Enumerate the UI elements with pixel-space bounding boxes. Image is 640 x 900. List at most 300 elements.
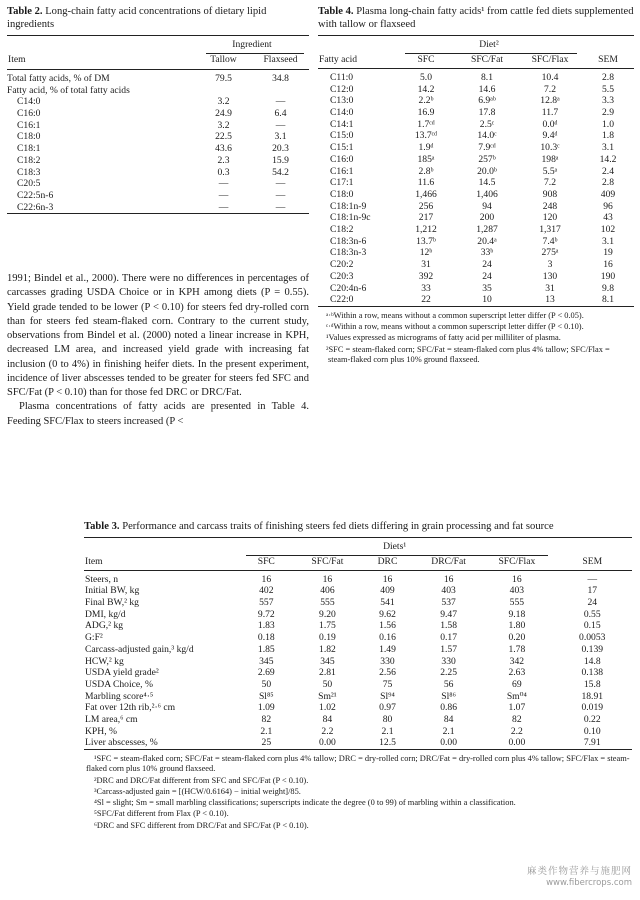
table4-footnotes [318, 311, 634, 365]
table2-cell-flax: — [275, 189, 286, 201]
table3-cell-value: 69 [512, 678, 522, 690]
table4-cell-value: 1.9ᵈ [418, 142, 434, 154]
table-row [7, 178, 309, 190]
table4-cell-value: 120 [542, 212, 558, 224]
table4-cell-value: 14.2 [417, 83, 435, 95]
table4-cell-value: 1,406 [476, 188, 498, 200]
table4-cell-value: 10.4 [541, 71, 559, 83]
table3-cell-value: 2.25 [440, 667, 457, 679]
table3-footnote: ⁵SFC/Fat different from Flax (P < 0.10). [94, 809, 229, 819]
table2-cell-item: C20:5 [17, 178, 41, 190]
table-row [84, 656, 632, 668]
table4-cell-value: 94 [482, 200, 492, 212]
table3-grid [84, 538, 632, 750]
table3-cell-value: 84 [443, 714, 454, 726]
table4-cell-fatty-acid: C17:1 [330, 177, 354, 189]
table3-cell-value: 0.19 [319, 632, 336, 644]
table4-cell-fatty-acid: C13:0 [330, 95, 354, 107]
table4-cell-value: 24 [482, 259, 492, 271]
table-row [7, 143, 309, 155]
table-row [318, 142, 634, 154]
table4-cell-value: 3.1 [602, 235, 614, 247]
table3-cell-value: 2.69 [257, 667, 275, 679]
table2-cell-item: Fatty acid, % of total fatty acids [7, 84, 130, 96]
table2-cell-tallow: 0.3 [217, 166, 230, 178]
table-row [318, 283, 634, 295]
table3-cell-item: Steers, n [85, 573, 119, 585]
table3-cell-item: G:F² [85, 632, 103, 644]
table3-footnote: ⁴Sl = slight; Sm = small marbling classifications; superscripts indicate the degree (0 to 99) of marbling within a classification. [94, 798, 516, 808]
table-row [84, 597, 632, 609]
table2-cell-item: C18:3 [17, 166, 41, 178]
table3-cell-value: 2.1 [442, 725, 455, 737]
table-row [84, 585, 632, 597]
table4-cell-value: 20.0ᵇ [477, 165, 497, 177]
table4-title: Plasma long-chain fatty acids¹ from cattle fed diets supplemented with tallow or flaxseed [318, 6, 634, 31]
table4-col-header: Fatty acid [319, 54, 358, 66]
table3-cell-value: 2.1 [381, 725, 394, 737]
table4-cell-value: 392 [418, 270, 434, 282]
table3-cell-item: USDA yield grade² [85, 667, 159, 679]
table3-cell-value: 345 [320, 655, 335, 667]
table-row [7, 190, 309, 202]
table-row [84, 726, 632, 738]
table-row [318, 259, 634, 271]
table2-cell-flax: 20.3 [272, 143, 289, 155]
table3-cell-value: 555 [509, 597, 525, 609]
table3-cell-value: 2.2 [510, 725, 523, 737]
table4-cell-value: 13.7ᵇ [416, 235, 436, 247]
table4-cell-value: 1.8 [602, 130, 614, 142]
table3-cell-value: 16 [443, 573, 454, 585]
table4-cell-value: 17.8 [478, 106, 496, 118]
table4-cell-value: 5.0 [420, 71, 432, 83]
table3-cell-value: 2.2 [321, 725, 334, 737]
watermark [527, 866, 632, 888]
table3-cell-value: 0.18 [257, 632, 275, 644]
table-row [7, 131, 309, 143]
table4-cell-value: 1,317 [539, 224, 561, 236]
table2-cell-tallow: — [218, 201, 229, 213]
table4-cell-value: 5.5 [602, 83, 614, 95]
table-row [318, 212, 634, 224]
table-row [318, 95, 634, 107]
table2-cell-item: C16:1 [17, 119, 41, 131]
table4-cell-value: 0.0ᵈ [542, 118, 558, 130]
table4-cell-fatty-acid: C18:1n-9c [330, 212, 371, 224]
table3-cell-value: 17 [587, 585, 598, 597]
table-row [84, 691, 632, 703]
watermark-url: www.fibercrops.com [546, 877, 632, 888]
table-row [7, 108, 309, 120]
table2-cell-item: C18:0 [17, 131, 41, 143]
body-text [7, 272, 309, 429]
table3-cell-value: 0.22 [583, 714, 601, 726]
table4-cell-value: 14.0ᶜ [477, 130, 497, 142]
table-row [84, 574, 632, 586]
table-row [318, 166, 634, 178]
table2-cell-flax: 54.2 [272, 166, 289, 178]
table4-footnote: ᶜ·ᵈWithin a row, means without a common superscript letter differ (P < 0.10). [326, 322, 584, 332]
table-row [318, 224, 634, 236]
table3-footnote: ³Carcass-adjusted gain = [(HCW/0.6164) − initial weight]/85. [94, 786, 301, 796]
table4-cell-value: 190 [600, 270, 616, 282]
table-row [7, 73, 309, 85]
table4-cell-value: 2.2ᵇ [418, 95, 434, 107]
table3-cell-item: DMI, kg/d [85, 608, 126, 620]
table4-cell-value: 130 [542, 270, 558, 282]
table-row [84, 644, 632, 656]
table4-cell-value: 256 [418, 200, 434, 212]
table3-cell-value: 16 [322, 573, 333, 585]
table3-cell-value: 9.72 [257, 608, 275, 620]
watermark-chinese: 麻类作物营养与施肥网 [526, 866, 632, 877]
body-paragraph-1: 1991; Bindel et al., 2000). There were no differences in percentages of carcasses grading USDA Choice or in KPH among diets (P = 0.55). Yield grade tended to be lower (P < 0.10) for steers fed dry-rolled corn than for steers fed steam-flaked corn. Contrary to the current study, observations from Bindel et al. (2000) noted a linear increase in KPH, decreased LM area, and increased yield grade with increasing fat inclusion (0 to 4%) in finishing heifer diets. In the present experiment, incidence of liver abscesses tended to be greater for steers fed SFC and SFC/Fat (P < 0.10) than for those fed DRC or DRC/Fat. [7, 273, 309, 399]
table3-cell-value: 0.97 [379, 702, 396, 714]
table4-cell-value: 24 [482, 270, 492, 282]
table2-col-flax: Flaxseed [263, 54, 298, 66]
table3-cell-value: Sl⁹⁴ [380, 690, 395, 702]
table4-cell-fatty-acid: C14:1 [330, 118, 354, 130]
table4-cell-value: 33ᵇ [480, 247, 494, 259]
table2-grid [7, 36, 309, 214]
table4-cell-value: 35 [482, 282, 492, 294]
table2-cell-item: C18:2 [17, 154, 41, 166]
table4-cell-value: 908 [542, 188, 558, 200]
table3-cell-value: 402 [259, 585, 274, 597]
table4-cell-value: 33 [421, 282, 431, 294]
table4-cell-value: 14.6 [478, 83, 496, 95]
table-row [7, 96, 309, 108]
table4-cell-fatty-acid: C18:3n-6 [330, 235, 367, 247]
table4-cell-value: 2.8 [602, 177, 614, 189]
body-paragraph-2: Plasma concentrations of fatty acids are presented in Table 4. Feeding SFC/Flax to steers increased (P < [7, 401, 309, 427]
table4-cell-value: 11.7 [541, 106, 559, 118]
table3-cell-value: 56 [443, 678, 454, 690]
table4-cell-value: 200 [479, 212, 495, 224]
table-row [318, 154, 634, 166]
table4-cell-value: 9.4ᵈ [542, 130, 558, 142]
table-row [7, 202, 309, 214]
table4-cell-value: 96 [603, 200, 613, 212]
table4-cell-value: 14.2 [599, 153, 617, 165]
table3-cell-value: 403 [441, 585, 456, 597]
table4-footnote: ᵃ·ᵇWithin a row, means without a common superscript letter differ (P < 0.05). [326, 310, 584, 320]
table3-cell-value: 1.80 [508, 620, 526, 632]
table4-col-header: SFC [417, 54, 435, 66]
table3-col-header: SFC/Flax [498, 555, 536, 567]
table3-footnote: ¹SFC = steam-flaked corn; SFC/Fat = steam-flaked corn plus 4% tallow; DRC = dry-rolled corn; DRC/Fat = dry-rolled corn plus 4% tallow; SFC/Flax = steam-flaked corn plus 10% ground flaxseed. [86, 754, 630, 774]
table4-cell-value: 10.3ᶜ [540, 142, 560, 154]
table3-cell-value: Sl⁸⁶ [441, 690, 456, 702]
table-row [318, 247, 634, 259]
table3-cell-item: KPH, % [85, 725, 117, 737]
table-row [7, 155, 309, 167]
table3-cell-value: 12.5 [379, 737, 396, 749]
table3-cell-value: 403 [509, 585, 525, 597]
table-row [84, 714, 632, 726]
table-row [318, 236, 634, 248]
table3-cell-item: USDA Choice, % [85, 678, 153, 690]
table4-cell-value: 8.1 [602, 294, 614, 306]
table3-cell-item: Final BW,² kg [85, 597, 139, 609]
table4-cell-value: 7.2 [544, 177, 556, 189]
table2-cell-flax [252, 85, 309, 97]
table3-col-header: DRC/Fat [431, 555, 466, 567]
table-row [318, 271, 634, 283]
table4-cell-value: 14.5 [478, 177, 496, 189]
table-row [318, 72, 634, 84]
table3-col-header: Item [85, 555, 103, 567]
table4-cell-value: 248 [542, 200, 558, 212]
table3-cell-value: 0.17 [440, 632, 457, 644]
table4-cell-value: 43 [603, 212, 613, 224]
table4-cell-fatty-acid: C15:0 [330, 130, 354, 142]
table3-cell-value: 0.019 [581, 702, 604, 714]
table4-cell-value: 12ᵇ [419, 247, 433, 259]
table2-title: Long-chain fatty acid concentrations of dietary lipid ingredients [7, 6, 267, 31]
table4-label: Table 4. [318, 6, 354, 17]
table-row [84, 632, 632, 644]
table2-cell-flax: 6.4 [274, 107, 287, 119]
table3-cell-value: Sm²¹ [318, 690, 337, 702]
table4-cell-value: 7.9ᶜᵈ [478, 142, 496, 154]
table2-cell-item: C18:1 [17, 143, 41, 155]
table3-cell-item: ADG,² kg [85, 620, 124, 632]
table-row [318, 130, 634, 142]
table3-cell-value: 0.16 [379, 632, 396, 644]
table3-cell-value: 0.55 [583, 608, 601, 620]
table3-cell-value: 0.00 [319, 737, 336, 749]
table4-cell-value: 3 [547, 259, 553, 271]
table3-cell-value: 1.56 [379, 620, 396, 632]
table3-cell-value: — [587, 573, 598, 585]
table3-col-header: SFC/Fat [311, 555, 344, 567]
table3-footnotes [84, 754, 632, 831]
table4-cell-fatty-acid: C20:3 [330, 270, 354, 282]
table4-cell-value: 31 [545, 282, 555, 294]
table2-cell-flax: 3.1 [274, 131, 287, 143]
table3-cell-value: 9.20 [319, 608, 336, 620]
table3-cell-item: Fat over 12th rib,²·⁶ cm [85, 702, 176, 714]
table3-cell-value: 24 [587, 597, 598, 609]
table4-cell-value: 217 [418, 212, 434, 224]
table4-cell-value: 16.9 [417, 106, 435, 118]
table2-cell-flax: 34.8 [272, 72, 289, 84]
table4-cell-value: 19 [603, 247, 613, 259]
table3-cell-value: 1.07 [508, 702, 526, 714]
table4-cell-fatty-acid: C16:0 [330, 153, 354, 165]
table4-footnote: ¹Values expressed as micrograms of fatty acid per milliliter of plasma. [326, 333, 561, 343]
table4-cell-value: 5.5ᵃ [542, 165, 558, 177]
table3-cell-value: 0.20 [508, 632, 526, 644]
table3-label: Table 3. [84, 521, 120, 532]
table4-cell-value: 31 [421, 259, 431, 271]
table4-cell-fatty-acid: C18:0 [330, 188, 354, 200]
table4-cell-fatty-acid: C18:2 [330, 224, 354, 236]
table4-cell-value: 257ᵇ [478, 153, 496, 165]
table3-cell-item: HCW,² kg [85, 655, 124, 667]
table4-caption [318, 5, 634, 31]
table2-cell-tallow: 22.5 [215, 131, 232, 143]
table3-cell-value: 9.62 [379, 608, 396, 620]
table4-cell-fatty-acid: C11:0 [330, 71, 354, 83]
table3-cell-item: Carcass-adjusted gain,³ kg/d [85, 643, 194, 655]
table3-cell-value: 1.78 [508, 643, 526, 655]
table2-cell-item: Total fatty acids, % of DM [7, 72, 110, 84]
table3-col-header: DRC [377, 555, 398, 567]
table2-cell-tallow: 2.3 [217, 154, 230, 166]
table4-cell-value: 9.8 [602, 282, 614, 294]
table2-col-tallow: Tallow [210, 54, 237, 66]
table3-cell-item: Marbling score⁴·⁵ [85, 690, 154, 702]
table3-cell-value: 2.63 [508, 667, 526, 679]
table3-cell-value: 9.47 [440, 608, 457, 620]
table3-cell-value: 1.49 [379, 643, 396, 655]
table2-caption [7, 5, 309, 31]
table2-cell-item: C16:0 [17, 107, 41, 119]
table4-cell-value: 102 [600, 224, 616, 236]
table4-cell-fatty-acid: C14:0 [330, 106, 354, 118]
table3-col-header: SEM [582, 555, 603, 567]
table2-cell-tallow: 3.2 [217, 119, 230, 131]
table3-cell-value: 16 [382, 573, 393, 585]
table3-cell-value: 0.10 [583, 725, 601, 737]
table3-cell-value: 0.00 [440, 737, 457, 749]
table3-cell-value: 1.02 [319, 702, 336, 714]
table-row [318, 201, 634, 213]
table4-group-header: Diet² [479, 39, 499, 51]
table-row [318, 294, 634, 306]
table4-col-header: SFC/Flax [531, 54, 569, 66]
table3-cell-value: 1.57 [440, 643, 457, 655]
table2-cell-tallow: 24.9 [215, 107, 232, 119]
table3-cell-value: 2.1 [260, 725, 273, 737]
table3-cell-value: 16 [512, 573, 522, 585]
table2-cell-flax: — [275, 119, 286, 131]
table3-cell-value: 0.86 [440, 702, 457, 714]
table-row [84, 679, 632, 691]
table3-title: Performance and carcass traits of finishing steers fed diets differing in grain processing and fat source [122, 521, 554, 532]
table4-cell-fatty-acid: C22:0 [330, 294, 354, 306]
table3-cell-value: Sm⁰⁴ [506, 690, 527, 702]
table4-cell-fatty-acid: C16:1 [330, 165, 354, 177]
table3-cell-value: 330 [380, 655, 395, 667]
table4-footnote: ²SFC = steam-flaked corn; SFC/Fat = steam-flaked corn plus 4% tallow; SFC/Flax = steam-flaked corn plus 10% ground flaxseed. [326, 344, 610, 364]
table3-cell-value: 1.85 [257, 643, 275, 655]
table3-cell-value: 537 [441, 597, 456, 609]
table4-cell-value: 1.7ᶜᵈ [417, 118, 435, 130]
table2-cell-flax: — [275, 178, 286, 190]
table-row [7, 85, 309, 97]
table3-cell-value: 82 [261, 714, 272, 726]
table2-label: Table 2. [7, 6, 43, 17]
table3-cell-value: 330 [441, 655, 456, 667]
table4-cell-value: 185ᵃ [417, 153, 435, 165]
table3-cell-value: 50 [261, 678, 272, 690]
table4-cell-fatty-acid: C12:0 [330, 83, 354, 95]
table2-cell-tallow: 79.5 [215, 72, 232, 84]
table3-cell-value: 15.8 [583, 678, 601, 690]
table3-cell-value: Sl⁸⁵ [258, 690, 274, 702]
table3-cell-value: 409 [380, 585, 395, 597]
table-row [318, 119, 634, 131]
table4-cell-value: 3.3 [602, 95, 614, 107]
table4-cell-value: 20.4ᵃ [477, 235, 497, 247]
table-row [318, 189, 634, 201]
table4-cell-value: 7.4ᵇ [542, 235, 558, 247]
table4-cell-value: 1,287 [476, 224, 498, 236]
table3-cell-value: 18.91 [581, 690, 604, 702]
table-row [84, 702, 632, 714]
table3-cell-value: 0.00 [508, 737, 526, 749]
table-row [318, 107, 634, 119]
table4-cell-value: 2.9 [602, 106, 614, 118]
table3-cell-value: 75 [382, 678, 393, 690]
table3-cell-value: 16 [261, 573, 272, 585]
table-row [84, 620, 632, 632]
table4 [318, 5, 634, 366]
table3-cell-value: 84 [322, 714, 333, 726]
table3-cell-value: 80 [382, 714, 393, 726]
table4-cell-value: 2.4 [602, 165, 614, 177]
table4-grid [318, 36, 634, 306]
table2-cell-item: C22:6n-3 [17, 201, 54, 213]
table3-cell-value: 1.75 [319, 620, 336, 632]
table3-cell-value: 25 [261, 737, 272, 749]
table3-cell-value: 2.81 [319, 667, 336, 679]
table4-cell-value: 6.9ᵃᵇ [478, 95, 496, 107]
table-row [7, 120, 309, 132]
table-row [318, 177, 634, 189]
table4-cell-value: 2.8 [602, 71, 614, 83]
table4-cell-value: 198ᵃ [541, 153, 559, 165]
table3-col-header: SFC [257, 555, 275, 567]
table4-cell-value: 3.1 [602, 142, 614, 154]
table4-cell-fatty-acid: C18:3n-3 [330, 247, 367, 259]
table3-cell-value: 557 [259, 597, 274, 609]
table4-cell-value: 16 [603, 259, 613, 271]
table3-cell-item: Initial BW, kg [85, 585, 140, 597]
table4-col-header: SEM [598, 54, 618, 66]
table3-cell-value: 0.138 [581, 667, 604, 679]
table3-cell-value: 7.91 [583, 737, 601, 749]
table4-cell-value: 8.1 [481, 71, 493, 83]
table-row [7, 167, 309, 179]
table4-cell-value: 1.0 [602, 118, 614, 130]
table4-cell-value: 10 [482, 294, 492, 306]
table4-cell-value: 13.7ᶜᵈ [414, 130, 438, 142]
table2-cell-tallow: — [218, 189, 229, 201]
table3 [84, 520, 632, 832]
table3-cell-value: 9.18 [508, 608, 526, 620]
table3-footnote: ⁶DRC and SFC different from DRC/Fat and SFC/Fat (P < 0.10). [94, 820, 309, 830]
table-row [318, 84, 634, 96]
table2-cell-tallow: 3.2 [217, 96, 230, 108]
table-row [84, 737, 632, 749]
table3-cell-value: 342 [509, 655, 525, 667]
table4-cell-fatty-acid: C18:1n-9 [330, 200, 367, 212]
table4-cell-value: 11.6 [417, 177, 435, 189]
table3-cell-value: 555 [320, 597, 335, 609]
table4-cell-value: 12.8ᵃ [540, 95, 560, 107]
table3-cell-value: 82 [512, 714, 522, 726]
table4-cell-value: 275ᵃ [541, 247, 559, 259]
table2-cell-flax: 15.9 [272, 154, 289, 166]
table4-cell-value: 22 [421, 294, 431, 306]
table4-cell-fatty-acid: C20:4n-6 [330, 282, 367, 294]
table4-cell-value: 409 [600, 188, 616, 200]
